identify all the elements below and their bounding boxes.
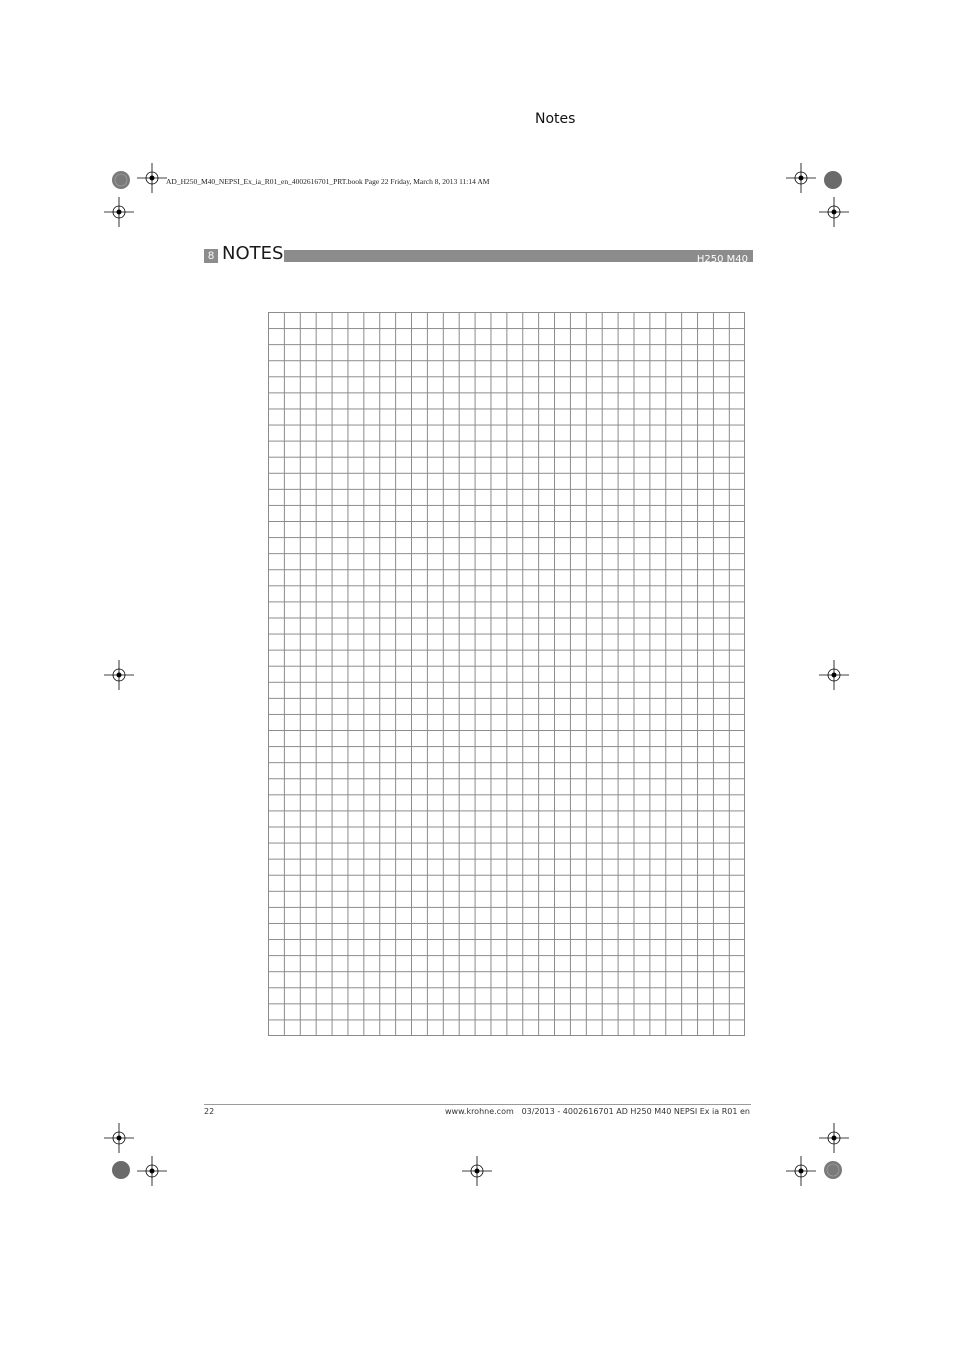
color-target-icon (823, 170, 843, 190)
page-number: 22 (204, 1107, 215, 1116)
book-info-line: AD_H250_M40_NEPSI_Ex_ia_R01_en_4002616701_PRT.book Page 22 Friday, March 8, 2013 11:14 AM (166, 177, 490, 186)
registration-mark-icon (104, 660, 134, 690)
registration-mark-icon (137, 163, 167, 193)
registration-mark-icon (137, 1156, 167, 1186)
section-header (204, 243, 753, 266)
color-target-icon (111, 170, 131, 190)
registration-mark-icon (819, 1123, 849, 1153)
registration-mark-icon (786, 1156, 816, 1186)
website-link[interactable]: www.krohne.com (445, 1107, 514, 1116)
product-label: H250 M40 (696, 254, 748, 265)
color-target-icon (111, 1160, 131, 1180)
registration-mark-icon (819, 660, 849, 690)
running-head: Notes (535, 111, 576, 127)
color-target-icon (823, 1160, 843, 1180)
header-bar (284, 250, 753, 265)
notes-grid (268, 312, 745, 1036)
section-title: NOTES (222, 243, 284, 264)
registration-mark-icon (104, 197, 134, 227)
document-reference: 03/2013 - 4002616701 AD H250 M40 NEPSI Ex ia R01 en (521, 1107, 750, 1116)
chapter-number-badge: 8 (204, 249, 218, 263)
registration-mark-icon (104, 1123, 134, 1153)
registration-mark-icon (462, 1156, 492, 1186)
footer-rule (204, 1104, 751, 1105)
registration-mark-icon (786, 163, 816, 193)
registration-mark-icon (819, 197, 849, 227)
